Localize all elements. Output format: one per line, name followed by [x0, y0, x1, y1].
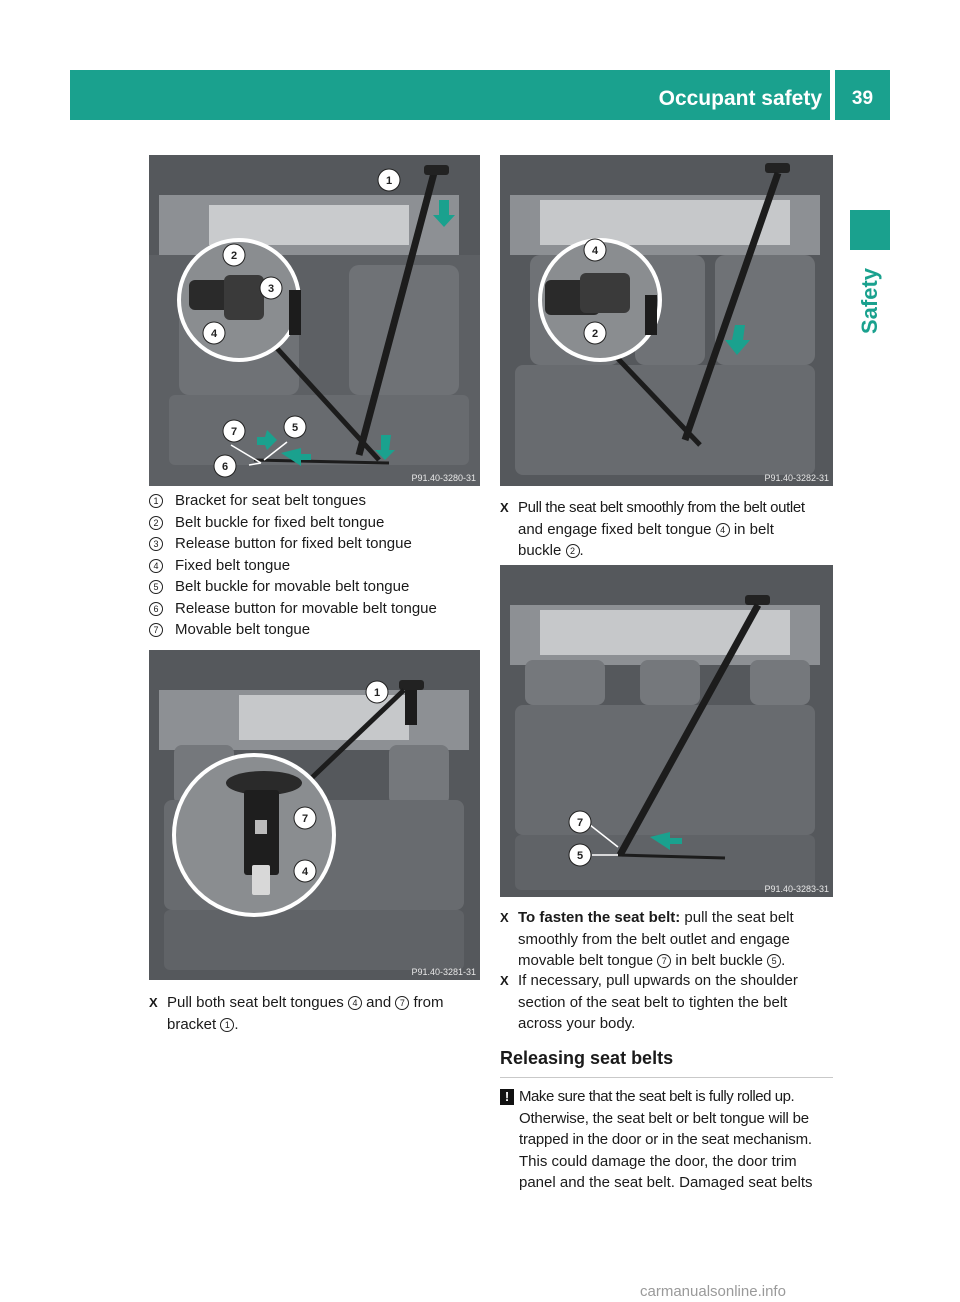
legend-item: 1 Bracket for seat belt tongues	[149, 490, 366, 512]
svg-text:2: 2	[230, 250, 238, 262]
legend-item: 7 Movable belt tongue	[149, 619, 310, 641]
svg-text:7: 7	[576, 817, 584, 829]
watermark: carmanualsonline.info	[640, 1283, 786, 1300]
svg-text:6: 6	[221, 461, 229, 473]
svg-text:2: 2	[591, 328, 599, 340]
figure-code: P91.40-3281-31	[411, 967, 476, 977]
callout-7	[294, 807, 316, 829]
warning-icon: !	[500, 1089, 514, 1105]
figure-bracket-detail	[149, 650, 480, 980]
callout-4	[584, 239, 606, 261]
callout-4	[294, 860, 316, 882]
svg-text:7: 7	[301, 813, 309, 825]
legend-item: 6 Release button for movable belt tongue	[149, 598, 437, 620]
callout-4	[203, 322, 225, 344]
step-pull-outlet: X Pull the seat belt smoothly from the belt outlet and engage fixed belt tongue 4 in belt buckle 2 .	[500, 499, 805, 559]
svg-text:1: 1	[373, 687, 381, 699]
page-number: 39	[835, 70, 890, 120]
legend-item: 3 Release button for fixed belt tongue	[149, 533, 412, 555]
svg-text:3: 3	[267, 283, 275, 295]
step-arrow-icon: X	[500, 973, 509, 988]
callout-5	[569, 844, 591, 866]
header-title: Occupant safety	[658, 87, 822, 110]
callout-2	[584, 322, 606, 344]
figure-code: P91.40-3283-31	[764, 884, 829, 894]
svg-text:5: 5	[576, 850, 584, 862]
figure-code: P91.40-3282-31	[764, 473, 829, 483]
callout-1	[366, 681, 388, 703]
callout-1	[378, 169, 400, 191]
step-arrow-icon: X	[500, 910, 509, 925]
callout-7	[223, 420, 245, 442]
side-tab-label: Safety	[857, 267, 882, 335]
svg-text:4: 4	[301, 866, 309, 878]
figure-engage-movable-tongue	[500, 565, 833, 897]
step-arrow-icon: X	[500, 500, 509, 515]
legend	[149, 490, 480, 650]
side-tab-marker	[850, 210, 890, 250]
svg-text:7: 7	[230, 426, 238, 438]
figure-code: P91.40-3280-31	[411, 473, 476, 483]
callout-6	[214, 455, 236, 477]
legend-item: 2 Belt buckle for fixed belt tongue	[149, 512, 384, 534]
svg-text:5: 5	[291, 422, 299, 434]
warning-note: ! Make sure that the seat belt is fully rolled up. Otherwise, the seat belt or belt tongue will be trapped in the door or in the seat mechanism. This could damage the door, the door trim panel and the seat belt. Damaged seat belts	[500, 1086, 835, 1194]
legend-item: 4 Fixed belt tongue	[149, 555, 290, 577]
figure-belt-overview	[149, 155, 480, 486]
callout-2	[223, 244, 245, 266]
step-tighten: X If necessary, pull upwards on the shoulder section of the seat belt to tighten the belt across your body.	[500, 972, 798, 1032]
figure-engage-fixed-tongue	[500, 155, 833, 486]
callout-3	[260, 277, 282, 299]
callout-7	[569, 811, 591, 833]
step-pull-tongues: X Pull both seat belt tongues 4 and 7 from bracket 1 .	[149, 994, 444, 1033]
svg-text:4: 4	[210, 328, 218, 340]
step-arrow-icon: X	[149, 995, 158, 1010]
svg-text:4: 4	[591, 245, 599, 257]
svg-text:1: 1	[385, 175, 393, 187]
legend-item: 5 Belt buckle for movable belt tongue	[149, 576, 409, 598]
callout-5	[284, 416, 306, 438]
section-title: Releasing seat belts	[500, 1048, 833, 1078]
side-tab	[838, 256, 902, 346]
step-fasten: X To fasten the seat belt: pull the seat belt smoothly from the belt outlet and engage movable belt tongue 7 in belt buckle 5 .	[500, 909, 794, 969]
